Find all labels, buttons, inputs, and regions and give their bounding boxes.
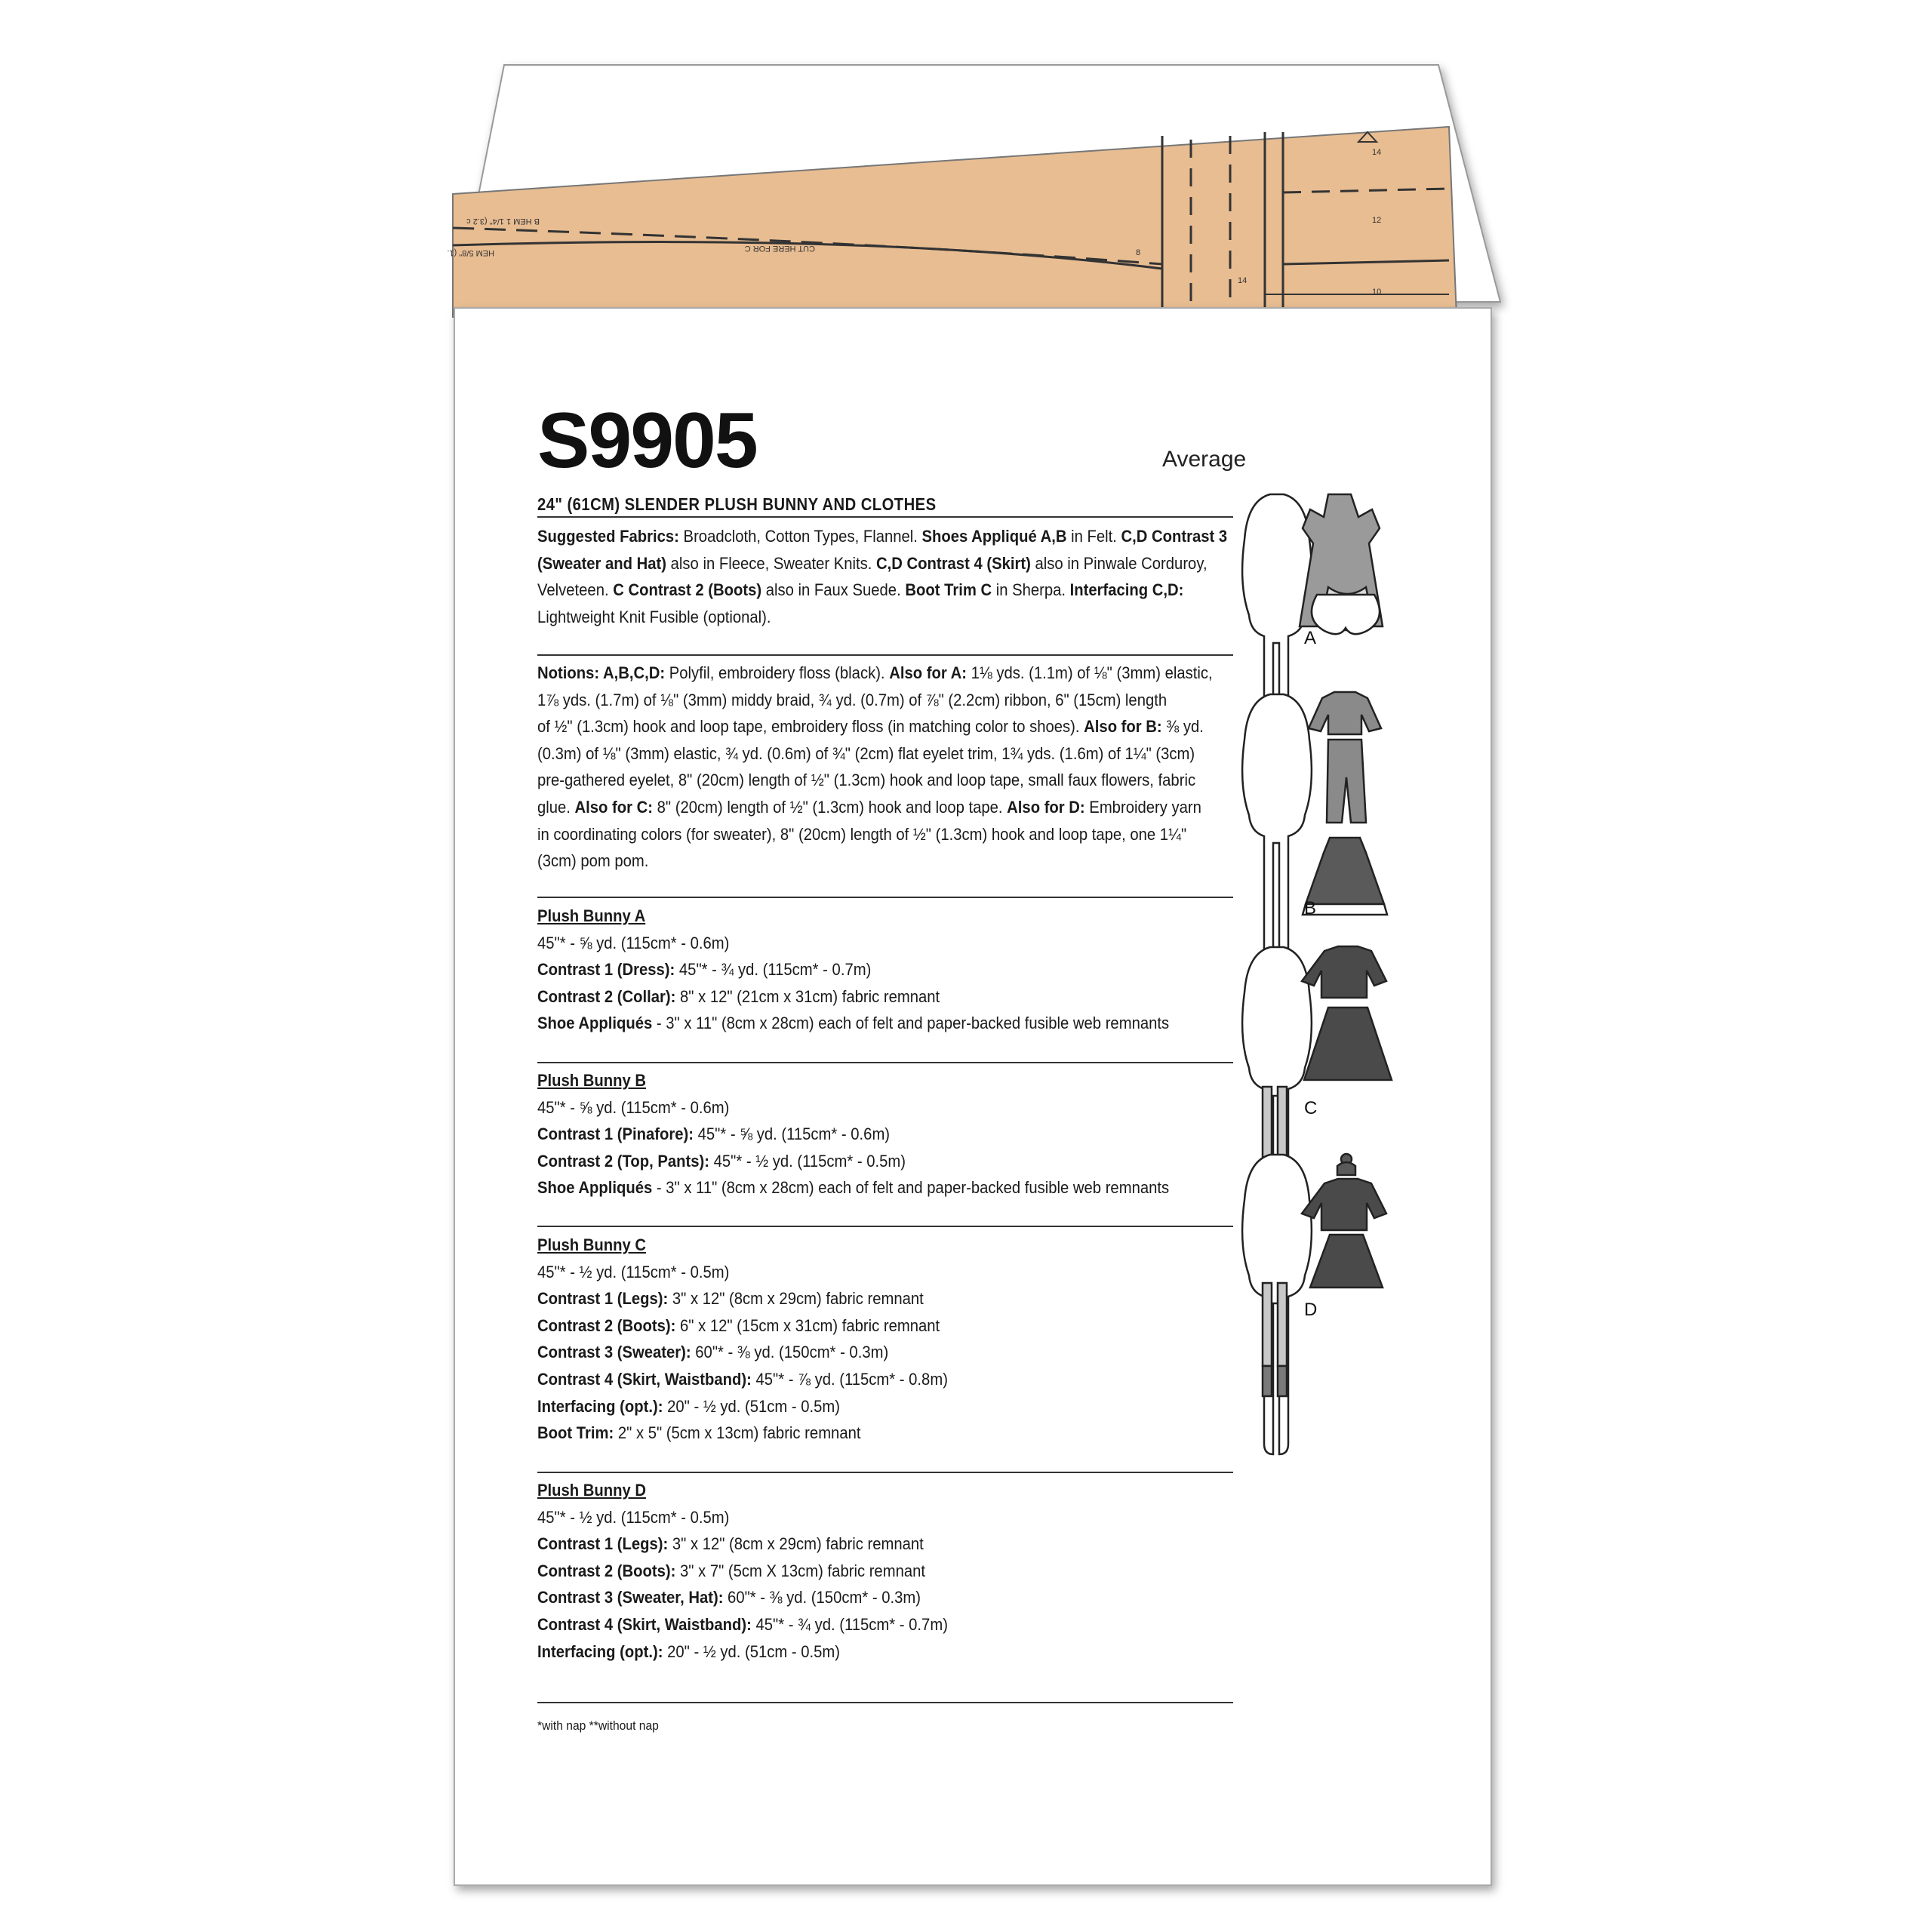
yardage-line <box>537 1121 1176 1148</box>
yardage-line <box>537 1638 1176 1666</box>
yardage-label: Contrast 1 (Dress): <box>537 960 675 980</box>
yardage-value: 20" - ½ yd. (51cm - 0.5m) <box>663 1396 841 1416</box>
yardage-line <box>537 1420 1176 1447</box>
text-run: ⅜ yd. <box>1161 717 1204 737</box>
yardage-line <box>537 1174 1176 1201</box>
yardage-label: Contrast 4 (Skirt, Waistband): <box>537 1369 752 1389</box>
yardage-value: 45"* - ½ yd. (115cm* - 0.5m) <box>537 1507 730 1527</box>
yardage-line <box>537 1339 1176 1366</box>
bold-term: Also for C: <box>574 797 654 817</box>
yardage-label: Contrast 4 (Skirt, Waistband): <box>537 1614 752 1634</box>
pattern-code: S9905 <box>537 397 757 485</box>
section-heading: Plush Bunny B <box>537 1071 647 1090</box>
yardage-value: 60"* - ⅜ yd. (150cm* - 0.3m) <box>691 1343 889 1362</box>
text-run: 1⅛ yds. (1.1m) of ⅛" (3mm) elastic, <box>966 663 1213 682</box>
yardage-label: Boot Trim: <box>537 1423 614 1443</box>
bold-term: Also for A: <box>889 663 967 682</box>
divider <box>537 1226 1233 1227</box>
yardage-line <box>537 1094 1176 1121</box>
view-letter-c: C <box>1304 1098 1318 1118</box>
yardage-value: 20" - ½ yd. (51cm - 0.5m) <box>663 1641 841 1661</box>
yardage-line <box>537 1285 1176 1312</box>
yardage-value: 2" x 5" (5cm x 13cm) fabric remnant <box>614 1423 861 1443</box>
view-letter-a: A <box>1304 628 1317 648</box>
yardage-label: Contrast 2 (Boots): <box>537 1315 676 1335</box>
text-run: (0.3m) of ⅛" (3mm) elastic, ¾ yd. (0.6m) of ¾" (2cm) flat eyelet trim, 1¾ yds. (1.6m) of 1¼" (3cm) <box>537 743 1195 763</box>
bold-term: Shoes Appliqué A,B <box>921 527 1067 546</box>
yardage-label: Contrast 2 (Top, Pants): <box>537 1151 710 1171</box>
yardage-line <box>537 930 1176 957</box>
pattern-title: 24" (61CM) SLENDER PLUSH BUNNY AND CLOTHES <box>537 494 937 514</box>
text-run: of ½" (1.3cm) hook and loop tape, embroidery floss (in matching color to shoes). <box>537 717 1084 737</box>
yardage-section-d <box>537 1477 1176 1665</box>
text-run: also in Pinwale Corduroy, <box>1030 553 1208 573</box>
text-run: 1⅞ yds. (1.7m) of ⅛" (3mm) middy braid, ¾ yd. (0.7m) of ⅞" (2.2cm) ribbon, 6" (15cm) length <box>537 690 1168 709</box>
text-run: also in Fleece, Sweater Knits. <box>666 553 877 573</box>
text-run: Polyfil, embroidery floss (black). <box>665 663 890 682</box>
text-run: 8" (20cm) length of ½" (1.3cm) hook and loop tape. <box>653 797 1008 817</box>
yardage-line <box>537 1504 1176 1531</box>
yardage-label: Shoe Appliqués <box>537 1178 653 1198</box>
yardage-value: 3" x 7" (5cm X 13cm) fabric remnant <box>675 1561 925 1580</box>
bold-term: C,D Contrast 4 (Skirt) <box>876 553 1031 573</box>
yardage-value: 3" x 12" (8cm x 29cm) fabric remnant <box>668 1534 924 1554</box>
section-heading: Plush Bunny D <box>537 1481 647 1500</box>
text-run: glue. <box>537 797 575 817</box>
yardage-label: Interfacing (opt.): <box>537 1641 663 1661</box>
bold-term: Also for B: <box>1084 717 1162 737</box>
yardage-value: 45"* - ¾ yd. (115cm* - 0.7m) <box>751 1614 948 1634</box>
text-run: pre-gathered eyelet, 8" (20cm) length of ½" (1.3cm) hook and loop tape, small faux flowers, fabric <box>537 771 1196 790</box>
yardage-label: Shoe Appliqués <box>537 1014 653 1033</box>
tissue-number-10: 10 <box>1372 288 1382 297</box>
tissue-label-hem-b: B HEM 1 1/4" (3.2 c <box>466 217 540 226</box>
yardage-value: 60"* - ⅜ yd. (150cm* - 0.3m) <box>723 1588 921 1607</box>
text-run: Lightweight Knit Fusible (optional). <box>537 607 771 626</box>
yardage-value: 6" x 12" (15cm x 31cm) fabric remnant <box>675 1315 940 1335</box>
yardage-value: 45"* - ⅝ yd. (115cm* - 0.6m) <box>694 1124 891 1144</box>
yardage-line <box>537 1584 1176 1611</box>
yardage-line <box>537 1531 1176 1558</box>
fabrics-label: Suggested Fabrics: <box>537 527 679 546</box>
yardage-label: Contrast 1 (Pinafore): <box>537 1124 694 1144</box>
yardage-label: Contrast 2 (Boots): <box>537 1561 676 1580</box>
skill-level: Average <box>1162 447 1247 472</box>
yardage-line <box>537 1148 1176 1175</box>
yardage-line <box>537 1312 1176 1340</box>
text-run: also in Faux Suede. <box>761 580 906 600</box>
yardage-section-b <box>537 1067 1176 1201</box>
notions-line <box>537 821 1187 848</box>
text-run: in Felt. <box>1066 527 1121 546</box>
tissue-label-cut-here: CUT HERE FOR C <box>744 244 815 253</box>
notions-line <box>537 767 1196 794</box>
yardage-value: 45"* - ½ yd. (115cm* - 0.5m) <box>537 1262 730 1281</box>
bold-term: C Contrast 2 (Boots) <box>613 580 762 600</box>
text-run: Velveteen. <box>537 580 614 600</box>
text-run: in coordinating colors (for sweater), 8" (20cm) length of ½" (1.3cm) hook and loop tape, one 1¼" <box>537 824 1187 844</box>
fabric-line <box>537 577 1184 604</box>
yardage-line <box>537 1366 1176 1393</box>
tissue-label-hem-a: HEM 5/8" (1. <box>447 248 494 257</box>
yardage-line <box>537 1558 1176 1585</box>
yardage-line <box>537 983 1176 1011</box>
section-heading: Plush Bunny C <box>537 1235 647 1254</box>
bold-term: Interfacing C,D: <box>1069 580 1184 600</box>
notions <box>537 660 1213 875</box>
tissue-number-14: 14 <box>1372 148 1382 157</box>
yardage-value: 45"* - ½ yd. (115cm* - 0.5m) <box>709 1151 906 1171</box>
divider <box>537 1702 1233 1703</box>
divider <box>537 897 1233 898</box>
yardage-value: 45"* - ⅝ yd. (115cm* - 0.6m) <box>537 933 730 952</box>
yardage-label: Contrast 1 (Legs): <box>537 1534 669 1554</box>
bold-term: Notions: A,B,C,D: <box>537 663 666 682</box>
fabric-line <box>537 604 1176 631</box>
nap-footnote: *with nap **without nap <box>537 1718 659 1733</box>
view-letter-d: D <box>1304 1300 1318 1320</box>
notions-line <box>537 713 1204 740</box>
yardage-label: Contrast 2 (Collar): <box>537 986 676 1006</box>
text-run: Embroidery yarn <box>1084 797 1201 817</box>
tissue-number-8: 8 <box>1136 248 1141 257</box>
yardage-section-c <box>537 1232 1176 1447</box>
yardage-value: 45"* - ⅞ yd. (115cm* - 0.8m) <box>751 1369 948 1389</box>
yardage-label: Contrast 3 (Sweater, Hat): <box>537 1588 724 1607</box>
divider <box>537 1062 1233 1063</box>
tissue-number-14b: 14 <box>1238 276 1247 285</box>
fabric-line <box>537 523 1228 550</box>
yardage-section-a <box>537 903 1176 1037</box>
view-letter-b: B <box>1304 898 1317 918</box>
fabric-line <box>537 550 1208 577</box>
text-run: in Sherpa. <box>992 580 1070 600</box>
yardage-line <box>537 956 1176 983</box>
yardage-value: 8" x 12" (21cm x 31cm) fabric remnant <box>675 986 940 1006</box>
yardage-label: Interfacing (opt.): <box>537 1396 663 1416</box>
text-run: Broadcloth, Cotton Types, Flannel. <box>683 527 922 546</box>
notions-line <box>537 660 1213 687</box>
yardage-label: Contrast 1 (Legs): <box>537 1289 669 1309</box>
yardage-value: 3" x 12" (8cm x 29cm) fabric remnant <box>668 1289 924 1309</box>
yardage-line <box>537 1393 1176 1420</box>
yardage-line <box>537 1010 1176 1037</box>
notions-line <box>537 794 1201 821</box>
notions-line <box>537 687 1176 714</box>
yardage-value: - 3" x 11" (8cm x 28cm) each of felt and paper-backed fusible web remnants <box>652 1178 1170 1198</box>
yardage-line <box>537 1611 1176 1638</box>
bold-term: Boot Trim C <box>905 580 992 600</box>
yardage-value: 45"* - ¾ yd. (115cm* - 0.7m) <box>675 960 872 980</box>
yardage-value: 45"* - ⅝ yd. (115cm* - 0.6m) <box>537 1097 730 1117</box>
bold-term: (Sweater and Hat) <box>537 553 667 573</box>
yardage-value: - 3" x 11" (8cm x 28cm) each of felt and paper-backed fusible web remnants <box>652 1014 1170 1033</box>
section-heading: Plush Bunny A <box>537 906 646 925</box>
yardage-label: Contrast 3 (Sweater): <box>537 1343 691 1362</box>
suggested-fabrics <box>537 523 1228 630</box>
bold-term: C,D Contrast 3 <box>1121 527 1228 546</box>
bold-term: Also for D: <box>1007 797 1085 817</box>
text-run: (3cm) pom pom. <box>537 851 649 871</box>
divider <box>537 1472 1233 1473</box>
yardage-line <box>537 1259 1176 1286</box>
notions-line <box>537 848 1176 875</box>
notions-line <box>537 740 1195 768</box>
divider <box>537 654 1233 656</box>
divider <box>537 516 1233 518</box>
tissue-number-12: 12 <box>1372 216 1382 225</box>
